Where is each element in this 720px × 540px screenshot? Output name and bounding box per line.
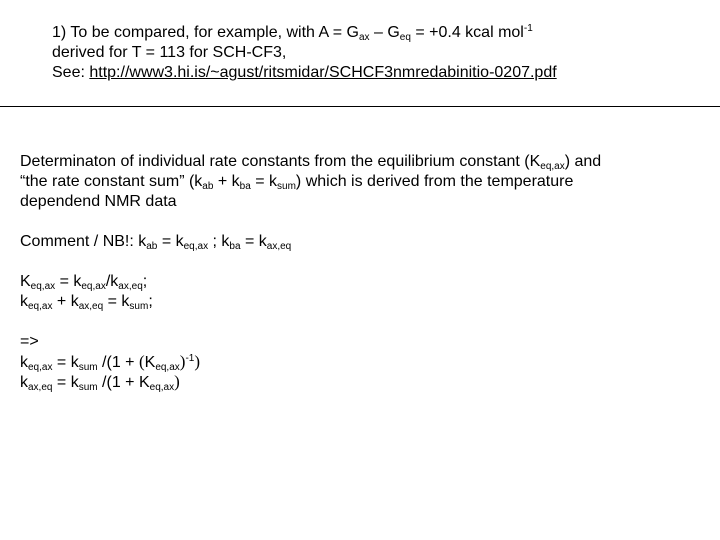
paren: ( (138, 352, 145, 371)
comment-line (20, 232, 601, 252)
footnote-line-1 (52, 23, 557, 43)
blank-line (20, 252, 601, 272)
subscript: sum (78, 382, 98, 393)
text: = k (55, 273, 82, 290)
text: – G (369, 24, 400, 41)
pdf-link[interactable]: http://www3.hi.is/~agust/ritsmidar/SCHCF3nmredabinitio-0207.pdf (89, 64, 557, 81)
text: Determinaton of individual rate constants from the equilibrium constant (K (20, 153, 541, 170)
subscript: sum (277, 181, 296, 192)
text: See: (52, 64, 90, 81)
intro-line-1 (20, 152, 601, 172)
text: /(1 + K (97, 374, 150, 391)
text: = k (103, 293, 130, 310)
intro-line-2 (20, 172, 601, 192)
subscript: eq,ax (540, 161, 565, 172)
text: = k (250, 173, 278, 190)
subscript: ba (229, 241, 241, 252)
subscript: eq,ax (81, 281, 106, 292)
text: ; k (208, 233, 230, 250)
superscript: -1 (523, 23, 533, 34)
footnote (52, 23, 557, 83)
text: + k (52, 293, 79, 310)
text: = k (52, 374, 79, 391)
subscript: eq,ax (30, 281, 56, 292)
subscript: eq,ax (149, 382, 175, 393)
text: = +0.4 kcal mol (410, 24, 524, 41)
footnote-line-3 (52, 63, 557, 83)
equation-4 (20, 372, 601, 392)
subscript: ax,eq (118, 281, 143, 292)
subscript: eq,ax (28, 301, 53, 312)
text: ) which is derived from the temperature (295, 173, 574, 190)
subscript: ba (239, 181, 251, 192)
equation-2 (20, 292, 601, 312)
text: k (20, 293, 28, 310)
text: ) and (564, 153, 602, 170)
subscript: ax,eq (28, 382, 53, 393)
text: k (20, 374, 28, 391)
text: = k (157, 233, 184, 250)
text: /(1 + (97, 354, 139, 371)
text: = k (52, 354, 79, 371)
text: /k (105, 273, 119, 290)
subscript: sum (129, 301, 149, 312)
text: ; (148, 293, 153, 310)
text: “the rate constant sum” (k (20, 173, 203, 190)
blank-line (20, 212, 601, 232)
paren: ) (179, 352, 186, 371)
horizontal-divider (0, 106, 720, 107)
paren: ) (194, 352, 201, 371)
main-content (20, 152, 601, 392)
subscript: ab (202, 181, 214, 192)
text: Comment / NB!: k (20, 233, 147, 250)
text: K (144, 354, 156, 371)
subscript: eq,ax (28, 362, 53, 373)
text: ; (142, 273, 148, 290)
text: k (20, 354, 28, 371)
subscript: ax,eq (266, 241, 292, 252)
superscript: -1 (185, 353, 195, 364)
text: + k (213, 173, 240, 190)
text: 1) To be compared, for example, with A = G (52, 24, 359, 41)
text: = k (240, 233, 267, 250)
equation-1 (20, 272, 601, 292)
subscript: eq,ax (183, 241, 209, 252)
subscript: ab (146, 241, 158, 252)
subscript: sum (78, 362, 98, 373)
subscript: eq,ax (155, 362, 180, 373)
intro-line-3: dependend NMR data (20, 193, 177, 210)
blank-line (20, 312, 601, 332)
subscript: eq (399, 32, 411, 43)
text: K (20, 273, 31, 290)
footnote-line-2: derived for T = 113 for SCH-CF3, (52, 44, 287, 61)
implies-arrow: => (20, 333, 39, 350)
subscript: ax (358, 32, 370, 43)
equation-3 (20, 352, 601, 372)
paren: ) (174, 372, 180, 391)
subscript: ax,eq (78, 301, 104, 312)
